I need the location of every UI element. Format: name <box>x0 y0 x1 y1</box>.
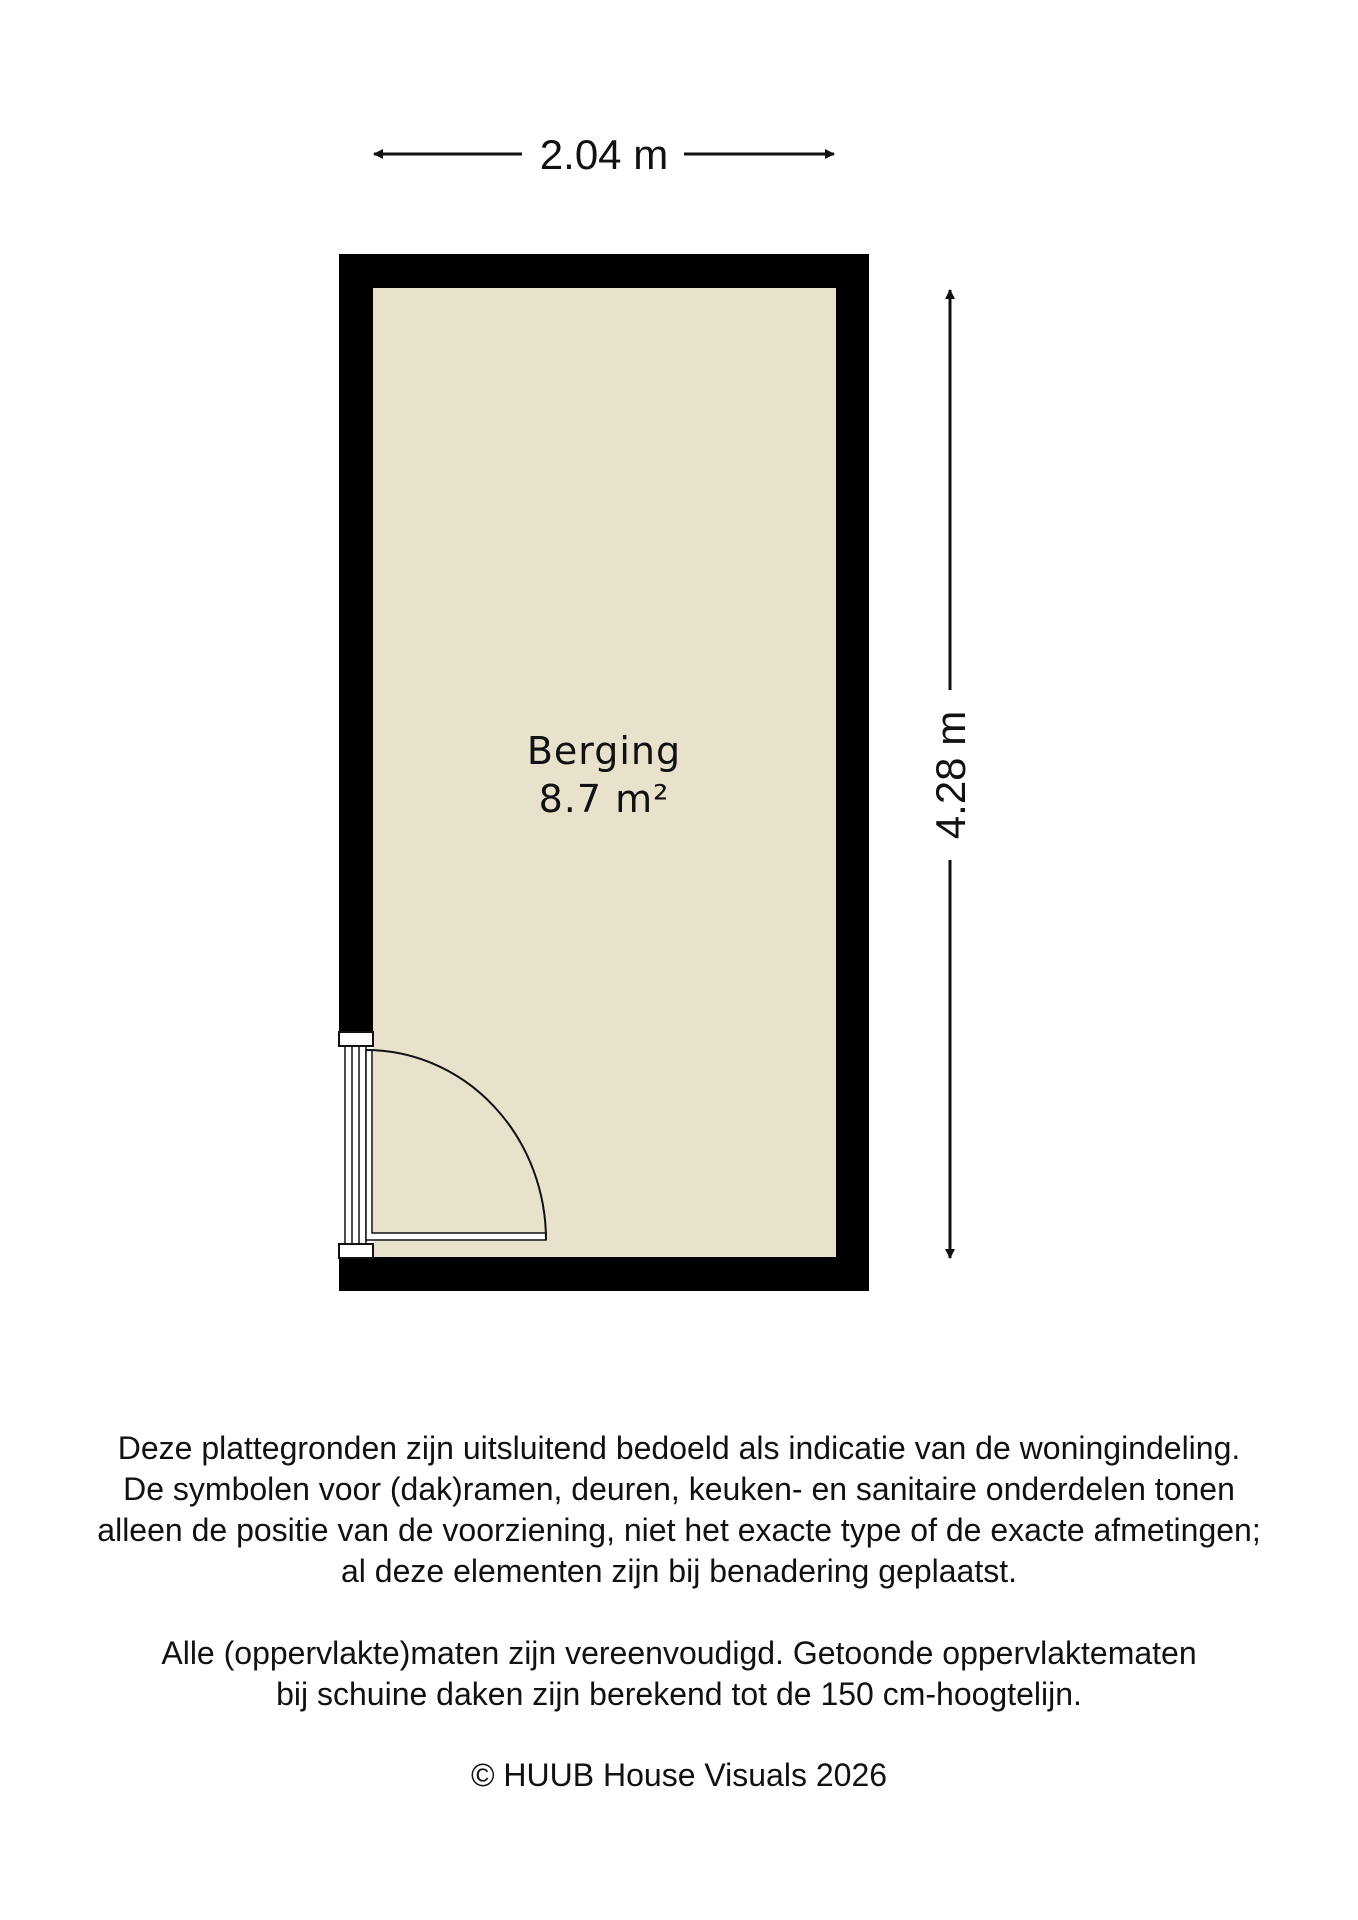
disclaimer-paragraph-1 <box>0 1428 1358 1592</box>
width-dimension <box>374 131 834 178</box>
height-dimension <box>927 290 974 1258</box>
disclaimer-paragraph-2 <box>0 1633 1358 1715</box>
copyright-notice <box>0 1755 1358 1796</box>
width-dimension-label: 2.04 m <box>539 131 669 178</box>
disclaimer-line: Alle (oppervlakte)maten zijn vereenvoudigd. Getoonde oppervlaktematen <box>161 1635 1197 1671</box>
disclaimer-line: De symbolen voor (dak)ramen, deuren, keuken- en sanitaire onderdelen tonen <box>123 1471 1235 1507</box>
disclaimer-line: bij schuine daken zijn berekend tot de 150 cm-hoogtelijn. <box>276 1676 1082 1712</box>
room-berging <box>339 254 869 1291</box>
door-frame-bottom <box>339 1244 373 1258</box>
height-dimension-label: 4.28 m <box>927 710 974 840</box>
copyright-text: © HUUB House Visuals 2026 <box>470 1757 888 1793</box>
room-name: Berging <box>526 729 682 773</box>
disclaimer-line: al deze elementen zijn bij benadering geplaatst. <box>340 1553 1017 1589</box>
door-frame-top <box>339 1032 373 1046</box>
room-area: 8.7 m² <box>538 777 670 821</box>
disclaimer-line: Deze plattegronden zijn uitsluitend bedoeld als indicatie van de woningindeling. <box>117 1430 1241 1466</box>
disclaimer-line: alleen de positie van de voorziening, niet het exacte type of de exacte afmetingen; <box>97 1512 1261 1548</box>
